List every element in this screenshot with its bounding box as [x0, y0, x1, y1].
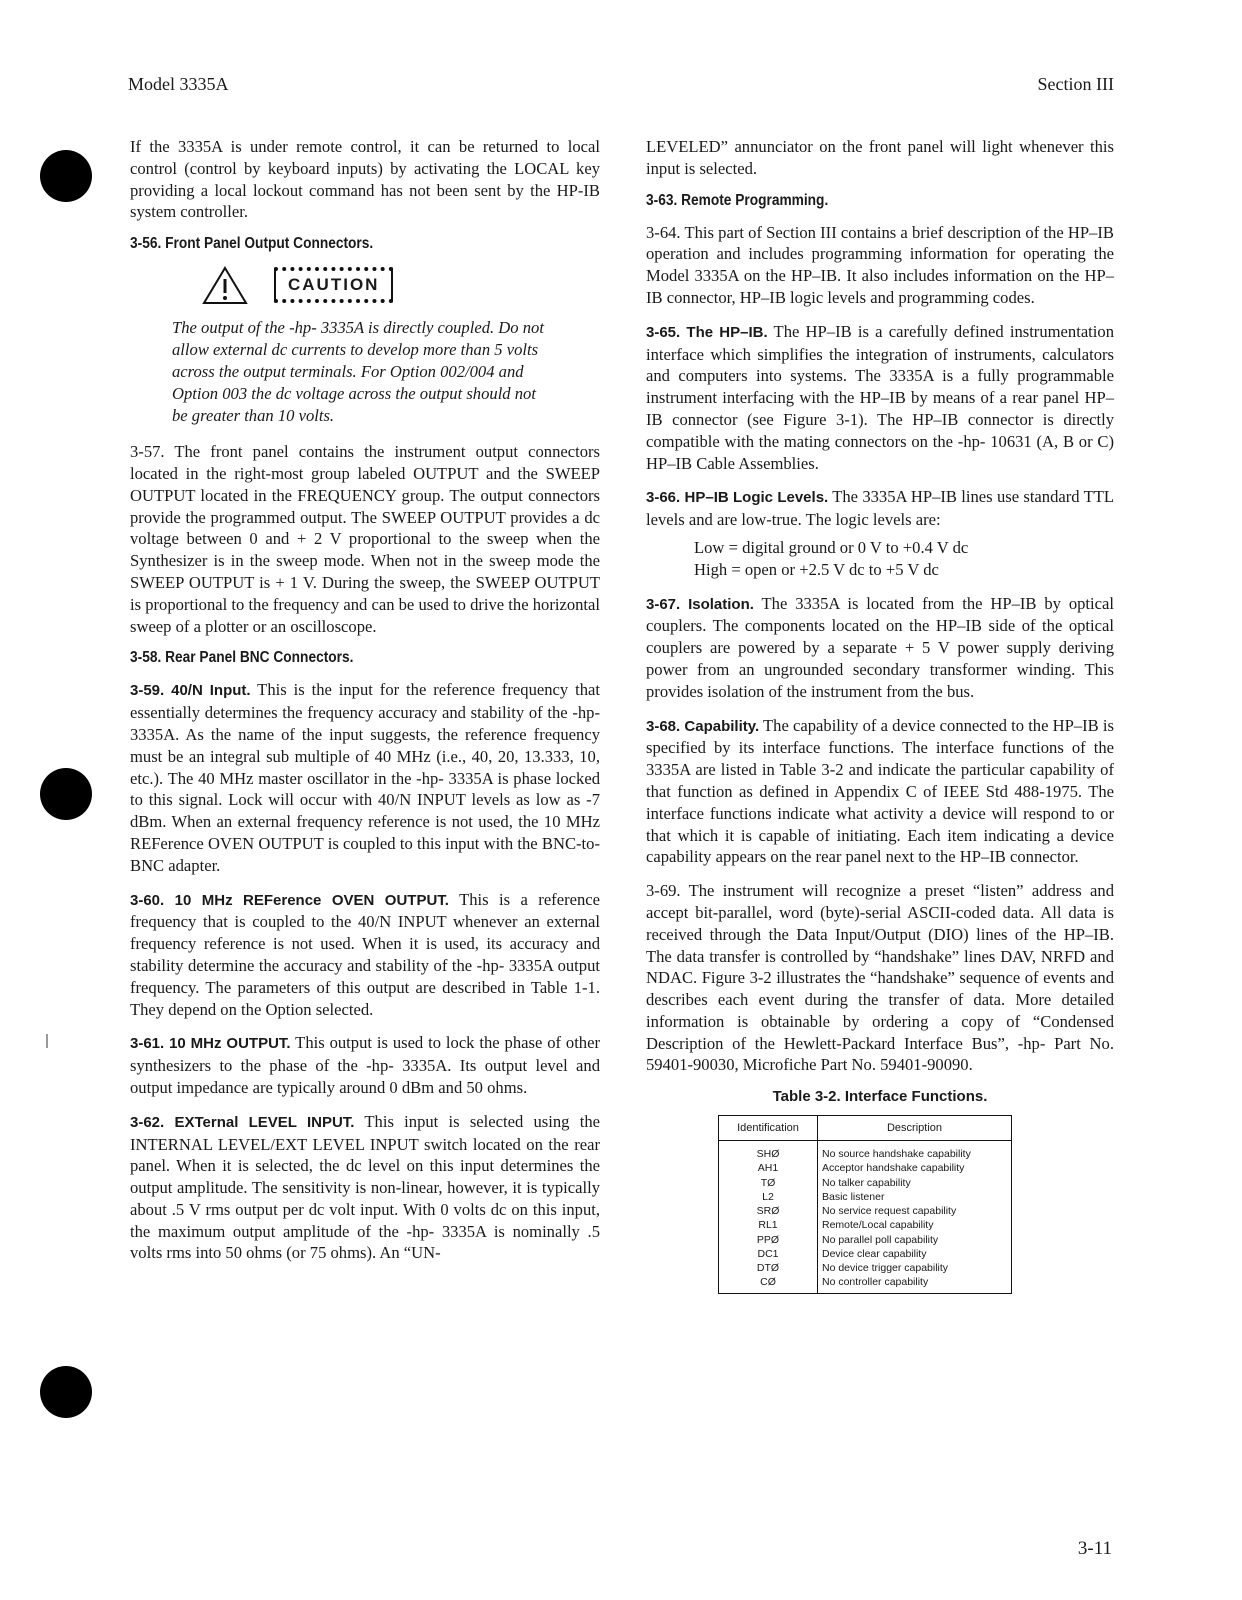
caution-text: The output of the -hp- 3335A is directly coupled. Do not allow external dc currents to develop more than 5 volts across the output terminals. For Option 002/004 and Option 003 the dc voltage across the output should not be greater than 10 volts.: [172, 318, 544, 426]
paragraph-3-67-body: The 3335A is located from the HP–IB by optical couplers. The components located on the HP–IB side of the optical couplers are powered by a separate + 5 V power supply deriving power from an ungrounded secondary transformer winding. This provides isolation of the instrument from the bus.: [646, 593, 1114, 701]
paragraph-3-68: [646, 715, 1114, 869]
binder-hole-middle: [40, 768, 92, 820]
paragraph-3-60-heading: 3-60. 10 MHz REFerence OVEN OUTPUT.: [130, 891, 449, 909]
table-row: [719, 1275, 1012, 1294]
left-column: [130, 136, 600, 1276]
table-row: [719, 1204, 1012, 1218]
table-cell-description: Device clear capability: [818, 1247, 1012, 1261]
table-row: [719, 1218, 1012, 1232]
heading-3-63: 3-63. Remote Programming.: [646, 191, 829, 209]
table-header-row: [719, 1116, 1012, 1141]
paragraph-3-66: [646, 486, 1114, 531]
paragraph-3-65-body: The HP–IB is a carefully defined instrumentation interface which simplifies the integration of instruments, calculators and computers into systems. The 3335A is a fully programmable instrument interfacing with the HP–IB by means of a rear panel HP–IB connector (see Figure 3-1). The HP–IB connector is directly compatible with the mating connectors on the -hp- 10631 (A, B or C) HP–IB Cable Assemblies.: [646, 321, 1114, 473]
interface-functions-table: [718, 1115, 1012, 1294]
header-model: Model 3335A: [128, 74, 229, 94]
table-cell-description: No talker capability: [818, 1176, 1012, 1190]
header-section: Section III: [1037, 74, 1114, 94]
intro-paragraph: If the 3335A is under remote control, it can be returned to local control (control by keyboard inputs) by activating the LOCAL key providing a local lockout command has not been sent by the HP-IB system controller.: [130, 137, 600, 222]
table-cell-id: AH1: [719, 1161, 818, 1175]
paragraph-3-60: [130, 889, 600, 1021]
table-cell-id: DC1: [719, 1247, 818, 1261]
paragraph-3-62-body: This input is selected using the INTERNAL LEVEL/EXT LEVEL INPUT switch located on the rear panel. When it is selected, the dc level on this input determines the output amplitude. The sensitivity is non-linear, however, it is typically about .5 V rms output per dc volt input. With 0 volts dc on this input, the maximum output amplitude of the -hp- 3335A is nominally .5 volts rms into 50 ohms (or 75 ohms). An “UN-: [130, 1111, 600, 1263]
margin-mark: [46, 1034, 48, 1048]
logic-low: Low = digital ground or 0 V to +0.4 V dc: [694, 537, 969, 557]
table-cell-description: Acceptor handshake capability: [818, 1161, 1012, 1175]
binder-hole-bottom: [40, 1366, 92, 1418]
table-row: [719, 1141, 1012, 1162]
paragraph-3-59-heading: 3-59. 40/N Input.: [130, 682, 251, 700]
table-row: [719, 1233, 1012, 1247]
table-cell-id: PPØ: [719, 1233, 818, 1247]
paragraph-3-57: 3-57. The front panel contains the instrument output connectors located in the right-most group labeled OUTPUT and the SWEEP OUTPUT located in the FREQUENCY group. The output connectors provide the programmed output. The SWEEP OUTPUT provides a dc voltage between 0 and + 2 V proportional to the sweep when the Synthesizer is in the sweep mode. When not in the sweep mode the SWEEP OUTPUT is + 1 V. During the sweep, the SWEEP OUTPUT is proportional to the frequency and can be used to drive the horizontal sweep of a plotter or an oscilloscope.: [130, 442, 601, 636]
table-cell-description: Basic listener: [818, 1190, 1012, 1204]
page-number: 3-11: [1077, 1538, 1112, 1559]
column-header-description: Description: [818, 1116, 1012, 1141]
paragraph-3-64: 3-64. This part of Section III contains a brief description of the HP–IB operation and includes programming information for operating the Model 3335A on the HP–IB. It also includes information on the HP–IB connector, HP–IB logic levels and programming codes.: [646, 222, 1114, 307]
paragraph-3-68-body: The capability of a device connected to the HP–IB is specified by its interface functions. The interface functions of the 3335A are listed in Table 3-2 and indicate the particular capability of that function as defined in Appendix C of IEEE Std 488-1975. The interface functions indicate what activity a device will respond to or that which it is capable of initiating. Each item indicating a device capability appears on the rear panel next to the HP–IB connector.: [646, 715, 1115, 867]
table-cell-id: L2: [719, 1190, 818, 1204]
paragraph-3-59-body: This is the input for the reference frequency that essentially determines the frequency accuracy and stability of the -hp- 3335A. As the name of the input suggests, the reference frequency must be an integral sub multiple of 40 MHz (i.e., 40, 20, 13.333, 10, etc.). The 40 MHz master oscillator in the -hp- 3335A is phase locked to this signal. Lock will occur with 40/N INPUT levels as low as -7 dBm. When an external frequency reference is not used, the 10 MHz REFerence OVEN OUTPUT is coupled to this input with the BNC-to-BNC adapter.: [130, 680, 600, 875]
paragraph-3-66-heading: 3-66. HP–IB Logic Levels.: [646, 489, 829, 507]
table-cell-id: TØ: [719, 1176, 818, 1190]
paragraph-3-69: 3-69. The instrument will recognize a preset “listen” address and accept bit-parallel, word (byte)-serial ASCII-coded data. All data is received through the Data Input/Output (DIO) lines of the HP–IB. The data transfer is controlled by “handshake” lines DAV, NRFD and NDAC. Figure 3-2 illustrates the “handshake” sequence of events and describes each event during the transfer of data. More detailed information is obtainable by ordering a copy of “Condensed Description of the Hewlett-Packard Interface Bus”, -hp- Part No. 59401-90030, Microfiche Part No. 59401-90090.: [646, 881, 1114, 1075]
paragraph-3-65: [646, 321, 1114, 475]
table-cell-description: No controller capability: [818, 1275, 1012, 1294]
logic-levels: [694, 537, 1114, 581]
paragraph-3-62-heading: 3-62. EXTernal LEVEL INPUT.: [130, 1113, 355, 1131]
table-cell-id: SHØ: [719, 1141, 818, 1162]
continued-paragraph: LEVELED” annunciator on the front panel will light whenever this input is selected.: [646, 137, 1114, 178]
table-cell-description: No device trigger capability: [818, 1261, 1012, 1275]
right-column: [646, 136, 1114, 1294]
table-cell-id: DTØ: [719, 1261, 818, 1275]
paragraph-3-65-heading: 3-65. The HP–IB.: [646, 323, 768, 341]
logic-high: High = open or +2.5 V dc to +5 V dc: [694, 559, 939, 579]
paragraph-3-61-heading: 3-61. 10 MHz OUTPUT.: [130, 1035, 291, 1053]
heading-3-56: 3-56. Front Panel Output Connectors.: [130, 235, 374, 253]
paragraph-3-67: [646, 593, 1114, 703]
table-title: Table 3-2. Interface Functions.: [772, 1088, 988, 1106]
table-row: [719, 1190, 1012, 1204]
binder-hole-top: [40, 150, 92, 202]
paragraph-3-59: [130, 679, 600, 876]
paragraph-3-62: [130, 1111, 600, 1265]
table-row: [719, 1247, 1012, 1261]
caution-block: [202, 265, 600, 305]
table-cell-id: RL1: [719, 1218, 818, 1232]
table-cell-id: CØ: [719, 1275, 818, 1294]
warning-triangle-icon: [202, 265, 248, 305]
table-cell-description: No parallel poll capability: [818, 1233, 1012, 1247]
paragraph-3-61-body: This output is used to lock the phase of other synthesizers to the phase of the -hp- 3335A. Its output level and output impedance are typically around 0 dBm and 50 ohms.: [130, 1033, 600, 1097]
heading-3-58: 3-58. Rear Panel BNC Connectors.: [130, 649, 354, 667]
table-row: [719, 1176, 1012, 1190]
column-header-identification: Identification: [719, 1116, 818, 1141]
table-cell-description: No source handshake capability: [818, 1141, 1012, 1162]
table-cell-id: SRØ: [719, 1204, 818, 1218]
table-cell-description: No service request capability: [818, 1204, 1012, 1218]
paragraph-3-66-body: The 3335A HP–IB lines use standard TTL levels and are low-true. The logic levels are:: [646, 487, 1114, 530]
paragraph-3-67-heading: 3-67. Isolation.: [646, 595, 754, 613]
paragraph-3-60-body: This is a reference frequency that is coupled to the 40/N INPUT whenever an external frequency reference is not used. When it is used, its accuracy and stability determine the accuracy and stability of the -hp- 3335A output frequency. The parameters of this output are described in Table 1-1. They depend on the Option selected.: [130, 889, 600, 1019]
table-row: [719, 1261, 1012, 1275]
paragraph-3-68-heading: 3-68. Capability.: [646, 717, 760, 735]
table-row: [719, 1161, 1012, 1175]
caution-label: CAUTION: [274, 267, 393, 303]
table-cell-description: Remote/Local capability: [818, 1218, 1012, 1232]
paragraph-3-61: [130, 1032, 600, 1098]
